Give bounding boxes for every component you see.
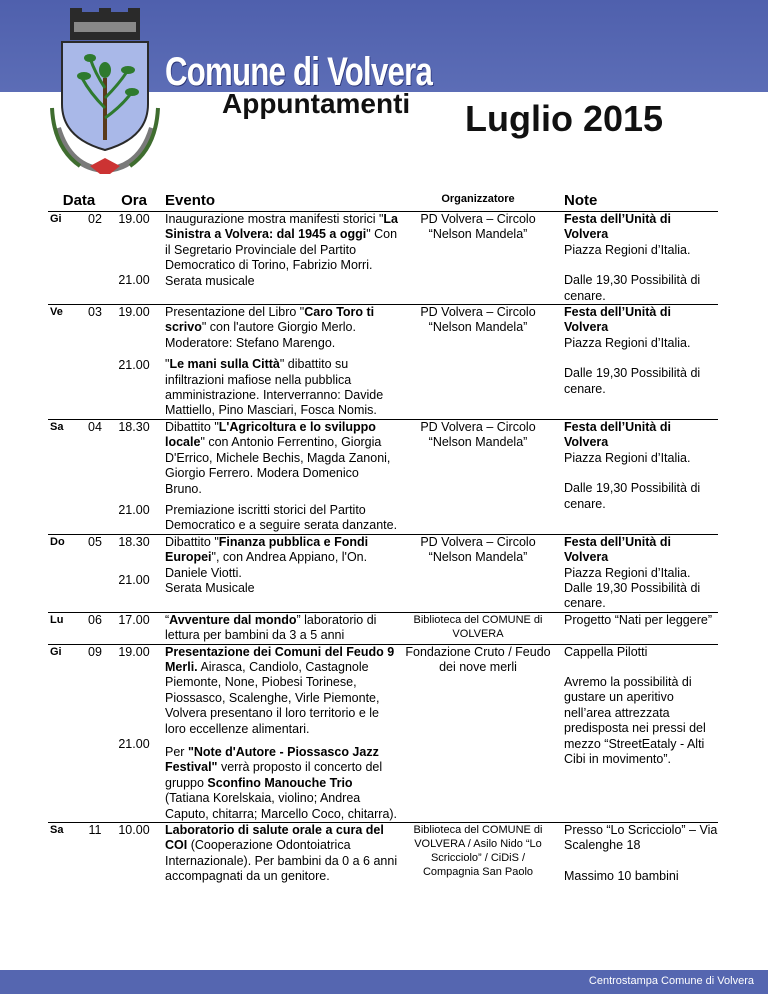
row-event: Presentazione dei Comuni del Feudo 9 Merli. Airasca, Candiolo, Castagnole Piemonte, None, Piobesi Torinese, Piossasco, Scalenghe, Virle Piemonte, Volvera presentano il loro territorio e le loro eccellenze alimentari. Per "Note d'Autore - Piossasco Jazz Festival" verrà proposto il concerto del gruppo Sconfino Manouche Trio (Tatiana Korelskaia, violino; Andrea Caputo, chitarra; Marcello Coco, chitarra).: [165, 644, 398, 821]
table-header: [48, 188, 718, 212]
col-notes-header: Note: [564, 191, 598, 209]
col-time-header: Ora: [121, 191, 147, 209]
coat-of-arms-icon: [40, 8, 170, 178]
table-row: [48, 645, 718, 823]
time-second: 21.00: [118, 736, 150, 751]
row-day: Sa: [50, 824, 64, 837]
row-organizer: PD Volvera – Circolo “Nelson Mandela”: [420, 419, 536, 450]
row-date: 02: [88, 212, 102, 226]
col-organizer-header: Organizzatore: [441, 193, 515, 205]
col-date-header: Data: [62, 191, 96, 209]
row-times: [110, 420, 158, 534]
row-notes: Festa dell’Unità di Volvera Piazza Regioni d’Italia. Dalle 19,30 Possibilità di cenare.: [564, 305, 701, 396]
time-start: 18.30: [118, 534, 150, 549]
time-start: 19.00: [118, 212, 150, 226]
row-notes: Festa dell’Unità di Volvera Piazza Regioni d’Italia. Dalle 19,30 Possibilità di cenare.: [564, 419, 701, 511]
row-day: Sa: [50, 420, 64, 433]
row-date: 09: [88, 644, 102, 659]
table-row: [48, 420, 718, 535]
time-start: 19.00: [118, 305, 150, 320]
row-times: [110, 212, 158, 304]
row-organizer: PD Volvera – Circolo “Nelson Mandela”: [420, 212, 536, 242]
row-event: Dibattito "Finanza pubblica e Fondi Europei", con Andrea Appiano, l'On. Daniele Viotti. Serata Musicale: [165, 534, 369, 595]
town-title: Comune di Volvera: [165, 50, 433, 94]
row-date: 04: [88, 419, 102, 434]
row-notes: Presso “Lo Scricciolo” – Via Scalenghe 18 Massimo 10 bambini: [564, 823, 718, 883]
table-row: [48, 305, 718, 420]
row-organizer: Biblioteca del COMUNE di VOLVERA: [413, 613, 543, 640]
page-title: Appuntamenti: [222, 88, 411, 119]
row-notes: Festa dell’Unità di Volvera Piazza Regioni d’Italia. Dalle 19,30 Possibilità di cenare.: [564, 534, 701, 611]
table-row: [48, 535, 718, 613]
row-date: 06: [88, 612, 102, 627]
row-day: Gi: [50, 213, 62, 225]
row-event: Presentazione del Libro "Caro Toro ti scrivo" con l'autore Giorgio Merlo. Moderatore: Stefano Marengo. "Le mani sulla Città" dibattito su infiltrazioni mafiose nella pubblica amministrazione. Interverranno: Davide Mattiello, Pino Masciari, Fosca Nomis.: [165, 305, 384, 418]
row-day: Gi: [50, 645, 62, 658]
row-notes: Festa dell’Unità di Volvera Piazza Regioni d’Italia. Dalle 19,30 Possibilità di cenare.: [564, 212, 701, 303]
row-event: Inaugurazione mostra manifesti storici "La Sinistra a Volvera: dal 1945 a oggi" Con il Segretario Provinciale del Partito Democratico di Torino, Fabrizio Morri. Serata musicale: [165, 212, 399, 288]
row-event: Dibattito "L'Agricoltura e lo sviluppo locale" con Antonio Ferrentino, Giorgia D'Errico, Michele Bechis, Magda Zanoni, Giorgio Ferrero. Modera Domenico Bruno. Premiazione iscritti storici del Partito Democratico e a seguire serata danzante.: [165, 419, 398, 533]
row-date: 05: [88, 534, 102, 549]
row-day: Lu: [50, 613, 64, 626]
table-row: [48, 823, 718, 885]
time-second: 21.00: [118, 358, 150, 373]
time-second: 21.00: [118, 273, 150, 288]
events-table: [48, 188, 718, 885]
month-title: Luglio 2015: [465, 98, 664, 139]
row-organizer: Biblioteca del COMUNE di VOLVERA / Asilo Nido “Lo Scricciolo” / CiDiS / Compagnia San Paolo: [413, 824, 543, 879]
time-start: 19.00: [118, 644, 150, 659]
row-day: Ve: [50, 306, 63, 319]
footer-text: Centrostampa Comune di Volvera: [588, 975, 754, 987]
time-start: 17.00: [118, 612, 150, 627]
row-date: 11: [88, 823, 102, 838]
table-row: [48, 212, 718, 305]
row-times: [110, 645, 158, 822]
row-organizer: PD Volvera – Circolo “Nelson Mandela”: [420, 305, 536, 335]
row-event: Laboratorio di salute orale a cura del COI (Cooperazione Odontoiatrica Internazionale). Per bambini da 0 a 6 anni accompagnati da un genitore.: [165, 823, 398, 884]
footer-bar: [0, 970, 768, 994]
row-notes: Cappella Pilotti Avremo la possibilità di gustare un aperitivo nell’area attrezzata predisposta nei pressi del mezzo “StreetEataly - Alti Cibi in movimento”.: [564, 644, 706, 766]
time-start: 18.30: [118, 419, 150, 434]
time-start: 10.00: [118, 823, 150, 838]
row-day: Do: [50, 535, 65, 548]
table-row: [48, 613, 718, 645]
row-times: [110, 305, 158, 419]
row-date: 03: [88, 305, 102, 320]
row-notes: Progetto “Nati per leggere”: [564, 612, 712, 627]
time-second: 21.00: [118, 573, 150, 588]
row-organizer: PD Volvera – Circolo “Nelson Mandela”: [420, 534, 536, 565]
time-second: 21.00: [118, 503, 150, 518]
row-times: [110, 535, 158, 612]
col-event-header: Evento: [165, 191, 216, 209]
row-organizer: Fondazione Cruto / Feudo dei nove merli: [405, 644, 551, 674]
row-event: “Avventure dal mondo” laboratorio di lettura per bambini da 3 a 5 anni: [165, 612, 377, 643]
